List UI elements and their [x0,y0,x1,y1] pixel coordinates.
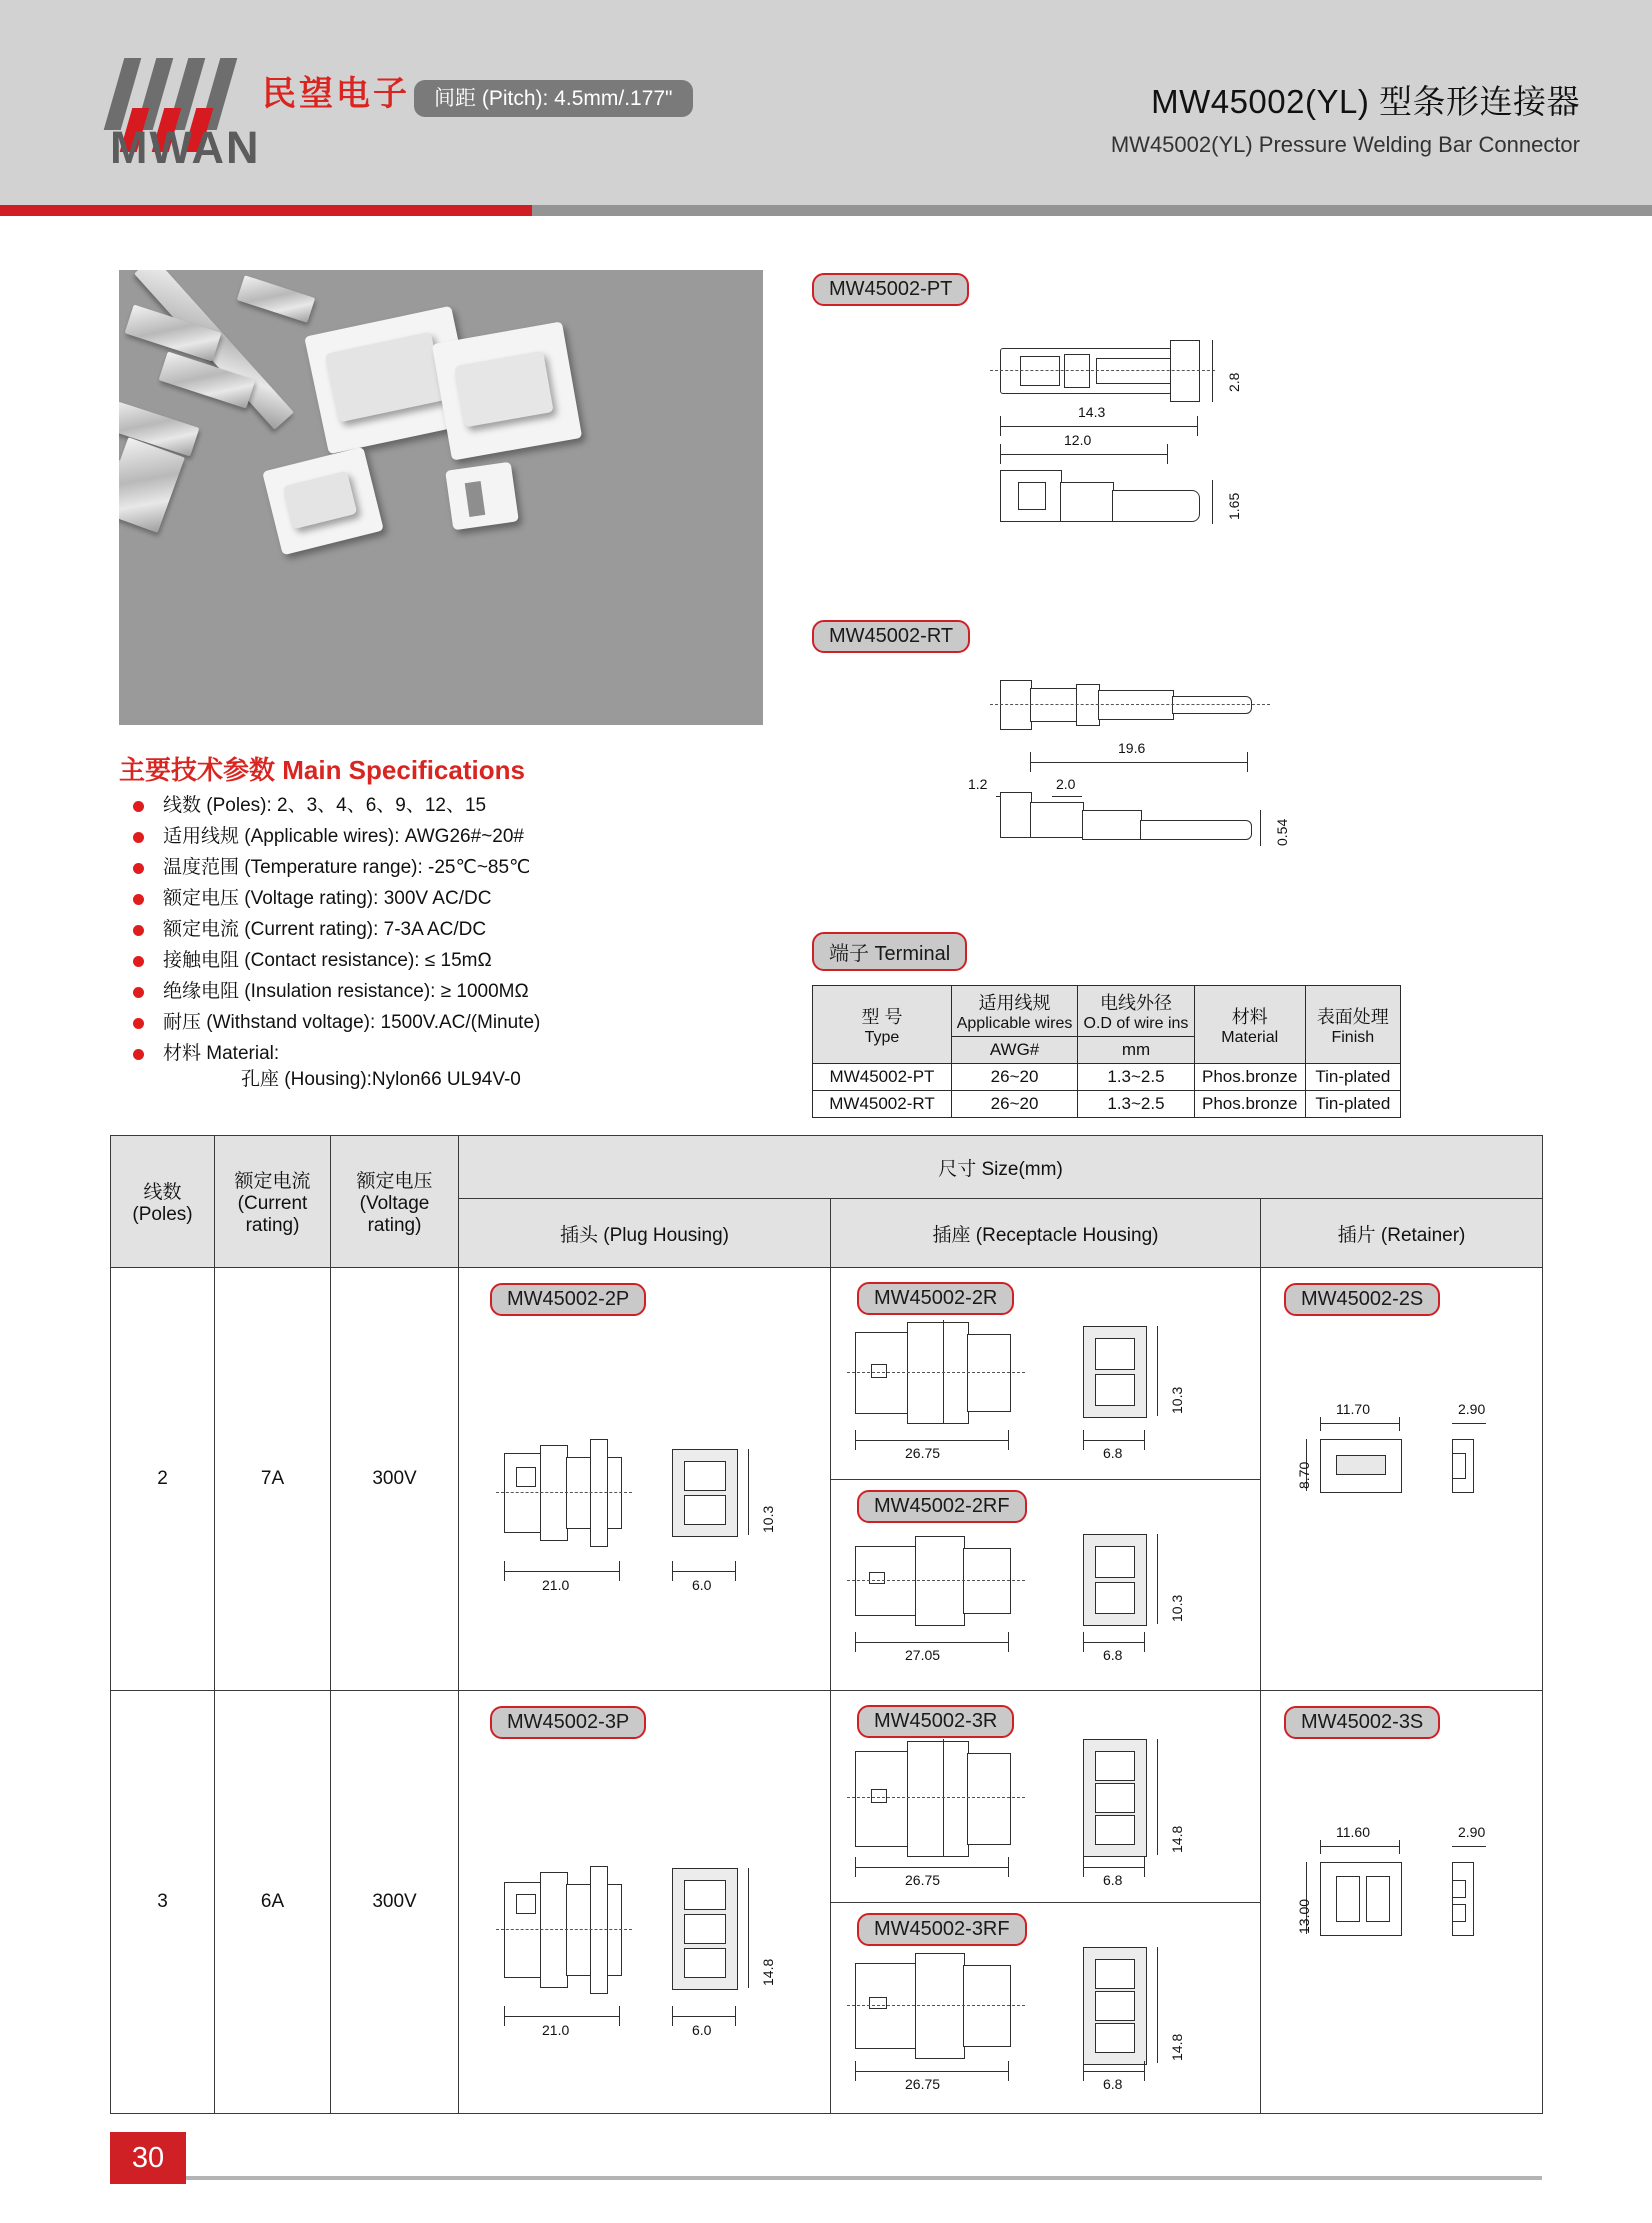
footer-divider [186,2176,1542,2180]
bullet-icon [133,863,144,874]
terminal-table [812,985,1401,1118]
spec-text: 温度范围 (Temperature range): -25℃~85℃ [163,857,531,878]
dim-3s-length: 11.60 [1336,1824,1370,1840]
spec-text: 绝缘电阻 (Insulation resistance): ≥ 1000MΩ [163,981,529,1002]
dim-pt-overall: 14.3 [1078,404,1106,420]
th-current-rating: 额定电流 (Current rating) [215,1136,331,1268]
dim-rt-left: 1.2 [968,776,988,792]
dim-rt-mid: 2.0 [1056,776,1076,792]
cell-finish: Tin-plated [1305,1064,1400,1091]
th-applicable-wires: 适用线规 Applicable wires [951,986,1077,1037]
mwan-logo-mark [110,58,242,130]
cell-od: 1.3~2.5 [1078,1064,1195,1091]
th-size: 尺寸 Size(mm) [459,1136,1543,1199]
subcell-receptacle-3r [831,1695,1260,1903]
logo-chinese-name: 民望电子 [262,74,410,114]
dim-3r-width: 6.8 [1103,1871,1123,1888]
page-title-cn: MW45002(YL) 型条形连接器 [1151,83,1580,120]
header-divider [0,205,1652,216]
dim-plug-3p-height: 14.8 [760,1958,776,1986]
dim-2r-width: 6.8 [1103,1444,1123,1461]
receptacle-2rf-label: MW45002-2RF [857,1490,1027,1523]
subcell-receptacle-2r [831,1272,1260,1480]
cell-poles: 2 [111,1268,215,1691]
spec-material-housing: 孔座 (Housing):Nylon66 UL94V-0 [241,1069,521,1090]
spec-item-withstand-voltage [119,1012,659,1034]
dim-plug-2p-height: 10.3 [760,1505,776,1533]
dim-3rf-length: 26.75 [905,2075,941,2092]
receptacle-3r-label: MW45002-3R [857,1705,1014,1738]
spec-item-material [119,1043,659,1091]
th-retainer: 插片 (Retainer) [1261,1199,1543,1268]
spec-item-insulation-resistance [119,981,659,1003]
pitch-badge: 间距 (Pitch): 4.5mm/.177" [414,80,693,117]
dim-rt-overall: 19.6 [1118,740,1146,756]
th-material: 材料 Material [1194,986,1305,1064]
page-title-en: MW45002(YL) Pressure Welding Bar Connector [1110,132,1580,157]
spec-text: 额定电流 (Current rating): 7-3A AC/DC [163,919,487,940]
terminal-pt-drawing [960,330,1440,590]
page-number: 30 [110,2132,186,2184]
plug-3p-label: MW45002-3P [490,1706,646,1739]
cell-finish: Tin-plated [1305,1091,1400,1118]
terminal-table-badge: 端子 Terminal [812,932,967,971]
logo-wordmark: MWAN [110,122,261,173]
terminal-rt-drawing [960,670,1440,900]
th-plug-housing: 插头 (Plug Housing) [459,1199,831,1268]
spec-item-contact-resistance [119,950,659,972]
cell-current: 6A [215,1691,331,2114]
retainer-2s-label: MW45002-2S [1284,1283,1440,1316]
main-header-row-1 [111,1136,1543,1199]
th-finish: 表面处理 Finish [1305,986,1400,1064]
dim-3r-height: 14.8 [1169,1825,1185,1853]
plug-2p-label: MW45002-2P [490,1283,646,1316]
table-row [813,1064,1401,1091]
dim-3rf-width: 6.8 [1103,2075,1123,2092]
cell-current: 7A [215,1268,331,1691]
dim-2s-thickness: 2.90 [1458,1401,1486,1417]
table-header-row [813,986,1401,1037]
dim-pt-height: 2.8 [1226,372,1242,392]
terminal-rt-label: MW45002-RT [812,620,970,653]
retainer-3s-label: MW45002-3S [1284,1706,1440,1739]
receptacle-3rf-label: MW45002-3RF [857,1913,1027,1946]
dimensions-table [110,1135,1543,2114]
dim-plug-3p-width: 6.0 [692,2022,712,2038]
dim-2r-height: 10.3 [1169,1386,1185,1414]
spec-text: 接触电阻 (Contact resistance): ≤ 15mΩ [163,950,492,971]
bullet-icon [133,801,144,812]
cell-plug-3p [459,1691,831,2114]
spec-item-wires [119,826,659,848]
th-od-wire: 电线外径 O.D of wire ins [1078,986,1195,1037]
subcell-receptacle-2rf [831,1480,1260,1687]
page-title-block [1111,76,1580,158]
spec-item-current [119,919,659,941]
product-photo [119,270,763,725]
bullet-icon [133,1049,144,1060]
th-type: 型 号 Type [813,986,952,1064]
cell-retainer-3s [1261,1691,1543,2114]
spec-text: 适用线规 (Applicable wires): AWG26#~20# [163,826,524,847]
spec-item-temperature [119,857,659,879]
dim-3s-height: 13.00 [1296,1898,1312,1934]
cell-poles: 3 [111,1691,215,2114]
th-unit-mm: mm [1078,1037,1195,1064]
dim-3r-length: 26.75 [905,1871,941,1888]
dim-2rf-height: 10.3 [1169,1594,1185,1622]
bullet-icon [133,987,144,998]
dim-plug-2p-width: 6.0 [692,1577,712,1593]
cell-retainer-2s [1261,1268,1543,1691]
dim-rt-side: 0.54 [1274,818,1290,846]
dim-2rf-length: 27.05 [905,1646,941,1663]
bullet-icon [133,832,144,843]
spec-text: 线数 (Poles): 2、3、4、6、9、12、15 [163,795,487,816]
bullet-icon [133,956,144,967]
spec-text: 材料 Material: [163,1043,280,1064]
cell-type: MW45002-PT [813,1064,952,1091]
bullet-icon [133,925,144,936]
dim-2s-height: 8.70 [1296,1461,1312,1489]
th-poles: 线数 (Poles) [111,1136,215,1268]
cell-plug-2p [459,1268,831,1691]
spec-text: 耐压 (Withstand voltage): 1500V.AC/(Minute) [163,1012,541,1033]
dim-plug-2p-length: 21.0 [542,1577,570,1593]
subcell-receptacle-3rf [831,1903,1260,2110]
bullet-icon [133,1018,144,1029]
dim-pt-inner: 12.0 [1064,432,1092,448]
terminal-pt-label: MW45002-PT [812,273,969,306]
dim-2rf-width: 6.8 [1103,1646,1123,1663]
spec-item-voltage [119,888,659,910]
spec-item-poles [119,795,659,817]
page-header [0,0,1652,212]
th-receptacle-housing: 插座 (Receptacle Housing) [831,1199,1261,1268]
cell-voltage: 300V [331,1691,459,2114]
dim-pt-side: 1.65 [1226,492,1242,520]
table-row-2pole [111,1268,1543,1691]
cell-receptacle-2pole [831,1268,1261,1691]
cell-material: Phos.bronze [1194,1091,1305,1118]
th-voltage-rating: 额定电压 (Voltage rating) [331,1136,459,1268]
cell-awg: 26~20 [951,1064,1077,1091]
dim-2s-length: 11.70 [1336,1401,1370,1417]
cell-voltage: 300V [331,1268,459,1691]
dim-3rf-height: 14.8 [1169,2033,1185,2061]
table-row-3pole [111,1691,1543,2114]
specifications-title: 主要技术参数 Main Specifications [119,755,525,785]
cell-awg: 26~20 [951,1091,1077,1118]
cell-type: MW45002-RT [813,1091,952,1118]
bullet-icon [133,894,144,905]
cell-od: 1.3~2.5 [1078,1091,1195,1118]
dim-2r-length: 26.75 [905,1444,941,1461]
th-unit-awg: AWG# [951,1037,1077,1064]
receptacle-2r-label: MW45002-2R [857,1282,1014,1315]
specifications-list [119,795,659,1100]
spec-text: 额定电压 (Voltage rating): 300V AC/DC [163,888,492,909]
dim-plug-3p-length: 21.0 [542,2022,570,2038]
cell-material: Phos.bronze [1194,1064,1305,1091]
dim-3s-thickness: 2.90 [1458,1824,1486,1840]
table-row [813,1091,1401,1118]
cell-receptacle-3pole [831,1691,1261,2114]
